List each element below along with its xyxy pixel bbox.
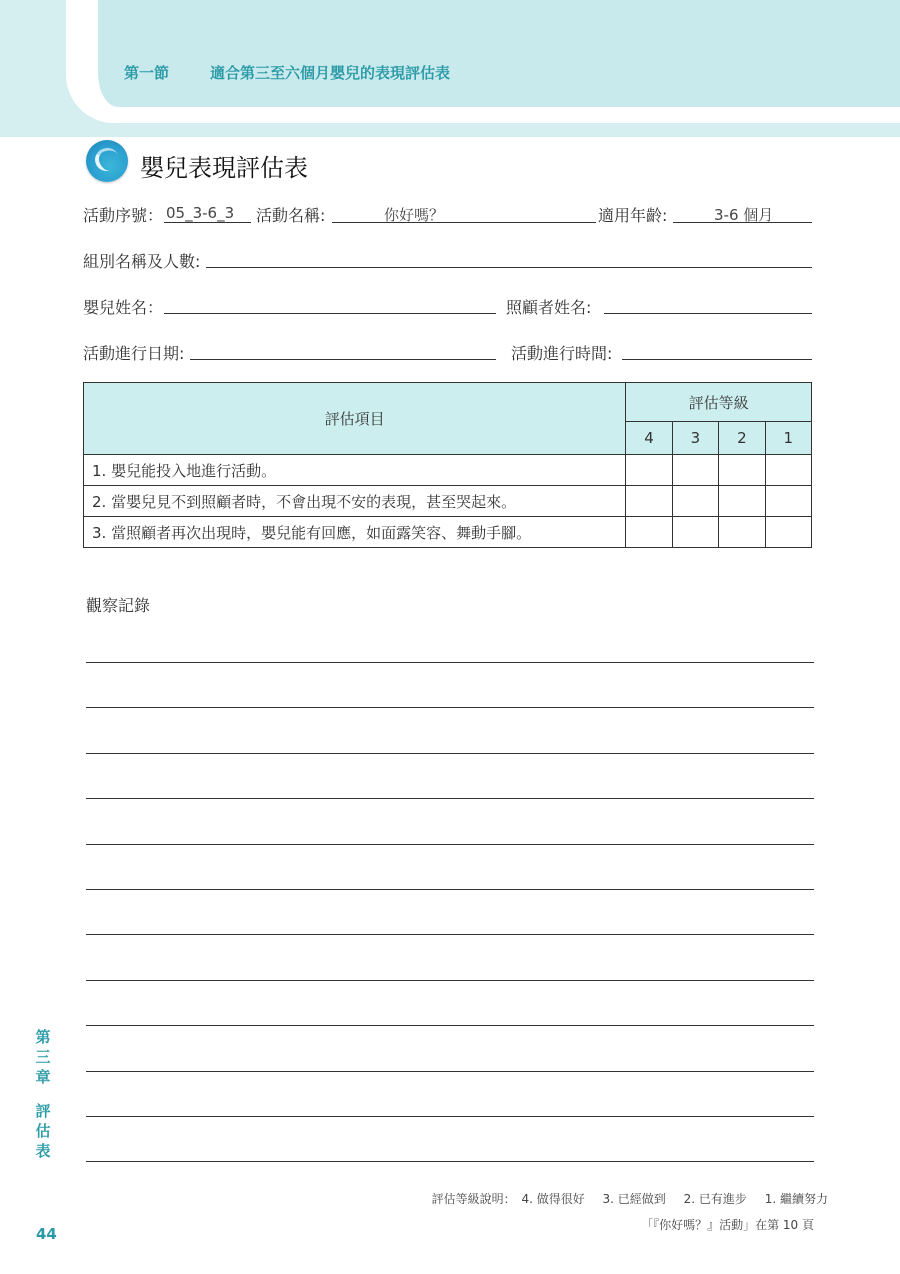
date-field[interactable] bbox=[190, 359, 496, 360]
activity-no-label: 活動序號： bbox=[83, 206, 164, 225]
item-text: 3. 當照顧者再次出現時，嬰兒能有回應，如面露笑容、舞動手腳。 bbox=[84, 517, 626, 548]
item-text: 2. 當嬰兒見不到照顧者時，不會出現不安的表現，甚至哭起來。 bbox=[84, 486, 626, 517]
legend-prefix: 評估等級說明： bbox=[431, 1192, 516, 1206]
time-label: 活動進行時間: bbox=[511, 344, 613, 363]
section-number: 第一節 bbox=[124, 64, 170, 82]
activity-no-value: 05_3-6_3 bbox=[166, 204, 235, 222]
observation-line[interactable] bbox=[86, 934, 814, 935]
topic-char: 表 bbox=[35, 1142, 51, 1160]
item-text: 1. 嬰兒能投入地進行活動。 bbox=[84, 455, 626, 486]
activity-reference: 「『你好嗎？』活動」在第 10 頁 bbox=[641, 1218, 814, 1232]
activity-no-field[interactable] bbox=[164, 222, 251, 223]
rating-cell[interactable] bbox=[626, 486, 672, 517]
chapter-char: 第 bbox=[35, 1028, 51, 1046]
rating-cell[interactable] bbox=[765, 517, 811, 548]
level-2-header: 2 bbox=[719, 422, 765, 455]
chapter-side-label bbox=[34, 1027, 52, 1161]
topic-char: 估 bbox=[35, 1122, 51, 1140]
level-1-header: 1 bbox=[765, 422, 811, 455]
observation-line[interactable] bbox=[86, 707, 814, 708]
table-row bbox=[84, 486, 812, 517]
age-value: 3-6 個月 bbox=[714, 206, 774, 224]
observation-line[interactable] bbox=[86, 980, 814, 981]
legend-item: 3. 已經做到 bbox=[602, 1192, 666, 1206]
levels-header: 評估等級 bbox=[626, 383, 812, 422]
baby-name-field[interactable] bbox=[164, 313, 496, 314]
date-label: 活動進行日期: bbox=[83, 344, 185, 363]
table-row bbox=[84, 517, 812, 548]
rating-cell[interactable] bbox=[719, 455, 765, 486]
table-row bbox=[84, 455, 812, 486]
legend-item: 4. 做得很好 bbox=[521, 1192, 585, 1206]
rating-cell[interactable] bbox=[765, 455, 811, 486]
activity-name-field[interactable] bbox=[332, 222, 596, 223]
header-band-card bbox=[84, 0, 900, 107]
bubble-icon bbox=[86, 140, 128, 182]
observation-line[interactable] bbox=[86, 844, 814, 845]
legend-item: 2. 已有進步 bbox=[683, 1192, 747, 1206]
group-field[interactable] bbox=[206, 267, 812, 268]
observation-line[interactable] bbox=[86, 662, 814, 663]
rating-cell[interactable] bbox=[719, 517, 765, 548]
rating-cell[interactable] bbox=[672, 455, 718, 486]
observation-line[interactable] bbox=[86, 1071, 814, 1072]
rating-cell[interactable] bbox=[672, 517, 718, 548]
observation-line[interactable] bbox=[86, 1025, 814, 1026]
observation-line[interactable] bbox=[86, 798, 814, 799]
rating-cell[interactable] bbox=[719, 486, 765, 517]
group-label: 組別名稱及人數: bbox=[83, 252, 201, 271]
page-title: 嬰兒表現評估表 bbox=[140, 154, 308, 182]
observation-line[interactable] bbox=[86, 1161, 814, 1162]
observation-line[interactable] bbox=[86, 889, 814, 890]
chapter-char: 章 bbox=[35, 1068, 51, 1086]
item-header: 評估項目 bbox=[84, 383, 626, 455]
rating-cell[interactable] bbox=[626, 455, 672, 486]
evaluation-table bbox=[83, 382, 812, 548]
level-3-header: 3 bbox=[672, 422, 718, 455]
rating-cell[interactable] bbox=[765, 486, 811, 517]
rating-cell[interactable] bbox=[672, 486, 718, 517]
level-4-header: 4 bbox=[626, 422, 672, 455]
carer-name-field[interactable] bbox=[604, 313, 812, 314]
carer-name-label: 照顧者姓名: bbox=[506, 298, 592, 317]
observation-label: 觀察記錄 bbox=[86, 596, 151, 615]
age-label: 適用年齡: bbox=[598, 206, 668, 225]
rating-cell[interactable] bbox=[626, 517, 672, 548]
observation-line[interactable] bbox=[86, 1116, 814, 1117]
topic-char: 評 bbox=[35, 1102, 51, 1120]
time-field[interactable] bbox=[622, 359, 812, 360]
activity-name-value: 你好嗎？ bbox=[384, 206, 445, 224]
observation-line[interactable] bbox=[86, 753, 814, 754]
baby-name-label: 嬰兒姓名： bbox=[83, 298, 164, 317]
rating-legend bbox=[432, 1190, 828, 1207]
chapter-char: 三 bbox=[35, 1048, 51, 1066]
activity-name-label: 活動名稱: bbox=[256, 206, 326, 225]
section-title: 適合第三至六個月嬰兒的表現評估表 bbox=[210, 64, 451, 82]
page-number: 44 bbox=[36, 1225, 57, 1243]
legend-item: 1. 繼續努力 bbox=[764, 1192, 828, 1206]
